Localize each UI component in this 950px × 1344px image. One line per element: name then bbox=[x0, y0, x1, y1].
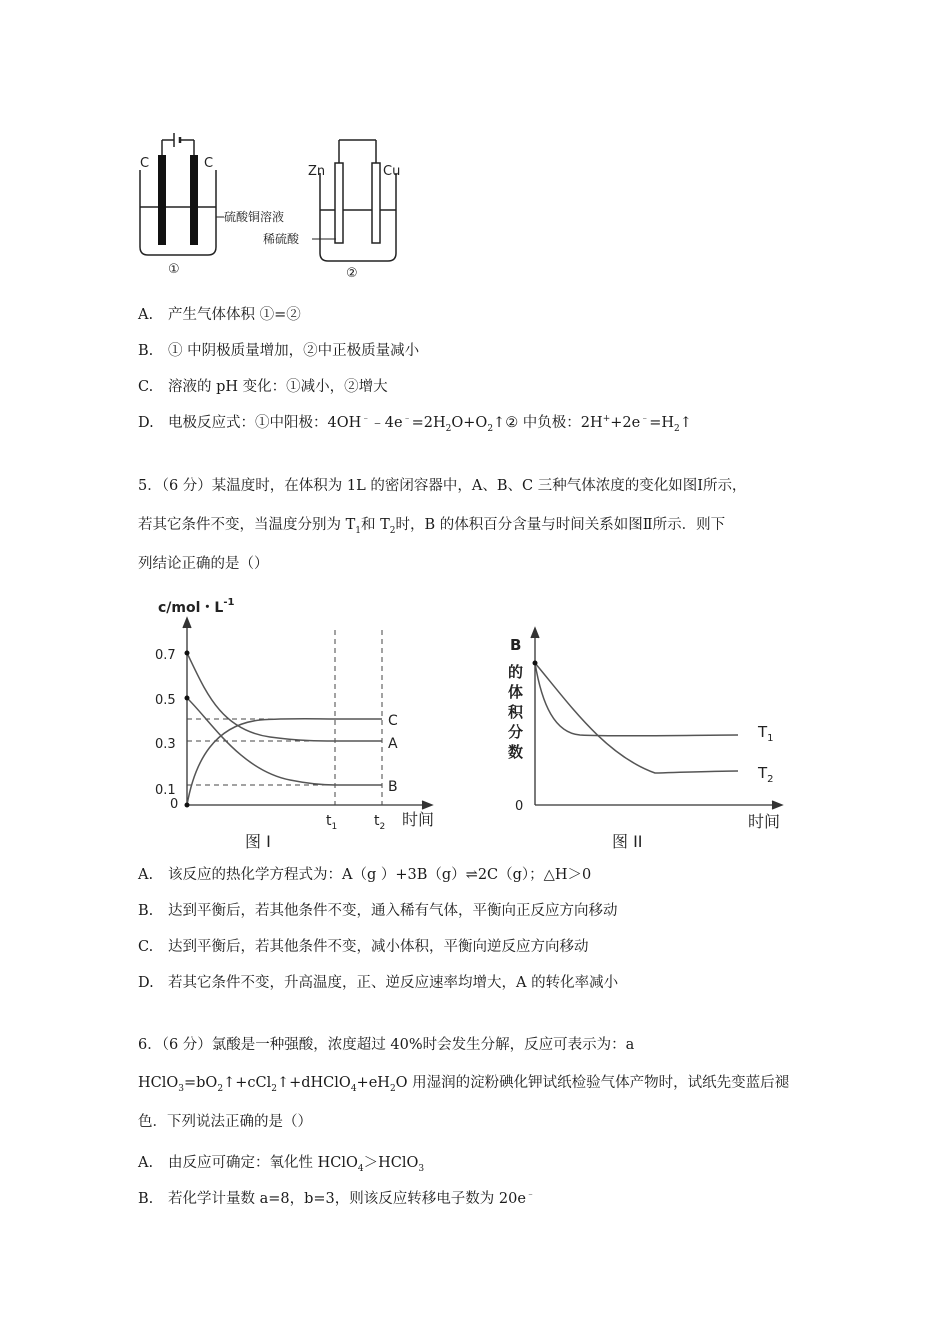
option-label: C. bbox=[138, 939, 154, 955]
graph1-xlabel: 时间 bbox=[402, 810, 435, 829]
option-label: B. bbox=[138, 1191, 154, 1207]
label-a: A bbox=[388, 736, 398, 752]
option-text: 电极反应式：①中阳极：$4OH^﹣﹣4e^﹣=2H_2O+O_2↑②$ 中负极：$2H^++2e^﹣=H_2↑$ bbox=[168, 414, 692, 434]
graph2-xlabel: 时间 bbox=[748, 812, 781, 831]
graph1-caption: 图 I bbox=[245, 832, 271, 851]
q4-option-c bbox=[138, 375, 388, 396]
q5-option-b bbox=[138, 899, 618, 920]
option-text: 达到平衡后，若其他条件不变，通入稀有气体，平衡向正反应方向移动 bbox=[168, 903, 618, 919]
option-label: A. bbox=[138, 307, 154, 323]
q5-stem-line3: 列结论正确的是（） bbox=[138, 556, 269, 572]
left-carbon-electrode bbox=[158, 155, 166, 245]
q4-option-d bbox=[138, 411, 692, 434]
option-text: 产生气体体积 ①=② bbox=[168, 307, 301, 323]
q5-option-a bbox=[138, 863, 591, 884]
q6-stem-line1: 6．（6 分）氯酸是一种强酸，浓度超过 40%时会发生分解，反应可表示为：a bbox=[138, 1037, 635, 1053]
label-t1: $T_1$ bbox=[758, 723, 774, 744]
graph-2 bbox=[500, 615, 800, 855]
q4-option-a bbox=[138, 303, 301, 324]
label-c: C bbox=[388, 713, 398, 729]
option-label: D. bbox=[138, 975, 154, 991]
graph1-ylabel: c/mol・$L^{-1}$ bbox=[158, 597, 235, 616]
label-b: B bbox=[388, 779, 398, 795]
cells-figure bbox=[130, 125, 430, 280]
solution2-label: 稀硫酸 bbox=[263, 232, 300, 246]
cell1-label: ① bbox=[168, 262, 180, 277]
cu-label: Cu bbox=[383, 164, 401, 179]
galvanic-cell bbox=[320, 140, 396, 261]
q6-option-b bbox=[138, 1187, 535, 1208]
tick-0-3: 0.3 bbox=[155, 737, 176, 752]
option-label: D. bbox=[138, 415, 154, 431]
zn-label: Zn bbox=[308, 164, 326, 179]
q5-stem-line2: 若其它条件不变，当温度分别为 $T_1$和 $T_2$时，B 的体积百分含量与时间关系如图Ⅱ所示．则下 bbox=[138, 517, 726, 536]
q5-option-d bbox=[138, 971, 618, 992]
electrolytic-cell bbox=[140, 133, 216, 255]
q6-stem-line3: 色．下列说法正确的是（） bbox=[138, 1114, 312, 1130]
option-text: ① 中阴极质量增加，②中正极质量减小 bbox=[168, 343, 420, 359]
q5-option-c bbox=[138, 935, 589, 956]
option-label: A. bbox=[138, 1155, 154, 1171]
curve-a bbox=[187, 653, 382, 741]
curve-c bbox=[187, 719, 382, 805]
t1-label: $t_1$ bbox=[326, 813, 338, 832]
left-electrode-label: C bbox=[140, 156, 150, 171]
q6-stem-line2: $HClO_3=bO_2↑+cCl_2↑+dHClO_4+eH_2O$ 用湿润的淀粉碘化钾试纸检验气体产物时，试纸先变蓝后褪 bbox=[138, 1075, 790, 1094]
label-t2: $T_2$ bbox=[758, 764, 774, 785]
q5-stem-line1: 5．（6 分）某温度时，在体积为 1L 的密闭容器中，A、B、C 三种气体浓度的变化如图Ⅰ所示， bbox=[138, 478, 747, 494]
option-text: 该反应的热化学方程式为：A（g ）+3B（g）⇌2C（g）；△H＞0 bbox=[168, 867, 592, 883]
option-text: 达到平衡后，若其他条件不变，减小体积，平衡向逆反应方向移动 bbox=[168, 939, 589, 955]
q6-option-a bbox=[138, 1151, 424, 1174]
option-label: A. bbox=[138, 867, 154, 883]
graph2-ylabel: B 的 体 积 分 数 bbox=[508, 636, 524, 761]
graph-1 bbox=[150, 590, 460, 855]
option-label: B. bbox=[138, 343, 154, 359]
option-text: 若其它条件不变，升高温度，正、逆反应速率均增大，A 的转化率减小 bbox=[168, 975, 619, 991]
curve-t2 bbox=[535, 663, 738, 773]
right-electrode-label: C bbox=[204, 156, 214, 171]
tick-0-7: 0.7 bbox=[155, 648, 176, 663]
graph2-caption: 图 II bbox=[612, 832, 643, 851]
option-text: 若化学计量数 a=8，b=3，则该反应转移电子数为 20e﹣ bbox=[168, 1190, 535, 1207]
graph2-zero: 0 bbox=[515, 799, 524, 814]
solution1-label: 硫酸铜溶液 bbox=[224, 210, 285, 224]
tick-0-1: 0.1 bbox=[155, 783, 176, 798]
tick-0: 0 bbox=[170, 797, 179, 812]
tick-0-5: 0.5 bbox=[155, 693, 176, 708]
option-label: C. bbox=[138, 379, 154, 395]
q4-option-b bbox=[138, 339, 419, 360]
option-text: 溶液的 pH 变化：①减小，②增大 bbox=[168, 379, 388, 395]
t2-label: $t_2$ bbox=[374, 813, 386, 832]
right-carbon-electrode bbox=[190, 155, 198, 245]
option-label: B. bbox=[138, 903, 154, 919]
option-text: 由反应可确定：氧化性 HClO$_4$＞HClO$_3$ bbox=[168, 1155, 425, 1174]
cell2-label: ② bbox=[346, 266, 358, 280]
